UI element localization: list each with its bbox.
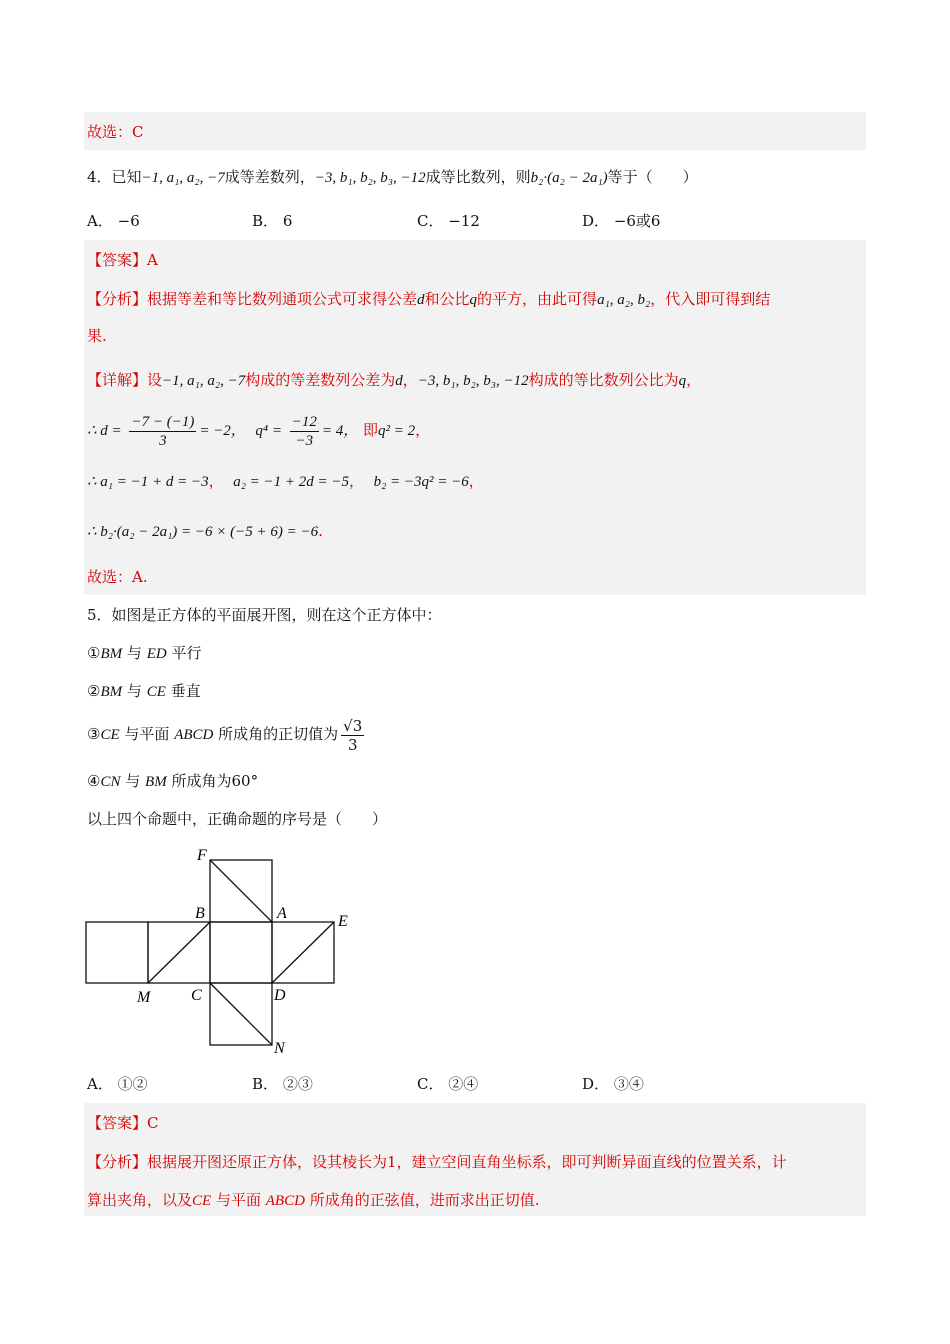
q4-option-a: A． −6 <box>87 212 140 230</box>
net-square-left-1 <box>86 922 148 983</box>
q5-option-d: D． ③④ <box>582 1075 644 1093</box>
q4-analysis-line2: 果. <box>87 327 107 345</box>
label-f: F <box>197 847 207 864</box>
q5-question: 以上四个命题中，正确命题的序号是（ ） <box>87 810 388 828</box>
diagonal-fa <box>210 860 272 922</box>
q4-eq2: ∴ a₁ = −1 + d = −3， a₂ = −1 + 2d = −5， b₂ = −3q² = −6， <box>87 472 484 490</box>
net-square-center <box>210 922 272 983</box>
q4-answer: 【答案】A <box>87 251 158 269</box>
q5-item-4: ④CN 与 BM 所成角为60° <box>87 772 259 790</box>
q4-option-b: B． 6 <box>252 212 293 230</box>
label-m: M <box>137 989 151 1006</box>
q5-option-c: C． ②④ <box>417 1075 479 1093</box>
q5-analysis-line2: 算出夹角，以及CE 与平面 ABCD 所成角的正弦值，进而求出正切值. <box>87 1191 540 1209</box>
q4-seq1: −1, a₁, a₂, −7 <box>141 170 225 186</box>
q4-eq3: ∴ b₂·(a₂ − 2a₁) = −6 × (−5 + 6) = −6. <box>87 522 323 540</box>
label-a: A <box>277 905 287 922</box>
diagonal-de <box>272 922 334 983</box>
diagonal-cn <box>210 983 272 1045</box>
label-e: E <box>338 913 348 930</box>
diagonal-mb <box>148 922 210 983</box>
q4-option-d: D． −6或6 <box>582 212 661 230</box>
q4-detail-line1: 【详解】设−1, a₁, a₂, −7构成的等差数列公差为d，−3, b₁, b₂, b₃, −12构成的等比数列公比为q， <box>87 371 702 389</box>
label-n: N <box>274 1040 285 1057</box>
q5-option-a: A． ①② <box>87 1075 148 1093</box>
q4-analysis-line1: 【分析】根据等差和等比数列通项公式可求得公差d和公比q的平方，由此可得a₁, a₂, b₂，代入即可得到结 <box>87 290 771 308</box>
q5-option-b: B． ②③ <box>252 1075 313 1093</box>
q4-option-c: C． −12 <box>417 212 480 230</box>
label-c: C <box>191 987 202 1004</box>
q5-answer: 【答案】C <box>87 1114 159 1132</box>
q5-stem: 5．如图是正方体的平面展开图，则在这个正方体中： <box>87 606 442 624</box>
q4-conclusion: 故选：A. <box>87 568 148 586</box>
q4-seq2: −3, b₁, b₂, b₃, −12 <box>314 170 426 186</box>
q4-eq1: ∴ d = $\frac{-7 - (-1)}{3}$ = −2， q⁴ = $\frac{-12}{-3}$ = 4， 即q² = 2， <box>87 413 431 449</box>
label-b: B <box>195 905 205 922</box>
prev-conclusion: 故选：C <box>87 123 144 141</box>
q5-item-2: ②BM 与 CE 垂直 <box>87 682 201 700</box>
q5-item-1: ①BM 与 ED 平行 <box>87 644 202 662</box>
label-d: D <box>274 987 286 1004</box>
q5-analysis-line1: 【分析】根据展开图还原正方体，设其棱长为1，建立空间直角坐标系，即可判断异面直线的位置关系，计 <box>87 1153 787 1171</box>
q4-expr: b₂·(a₂ − 2a₁) <box>530 170 608 186</box>
q5-item-3: ③CE 与平面 ABCD 所成角的正切值为 $\frac{√3}{3}$ <box>87 716 363 754</box>
q4-stem: 4．已知−1, a₁, a₂, −7成等差数列，−3, b₁, b₂, b₃, −12成等比数列，则b₂·(a₂ − 2a₁)等于（ ） <box>87 168 698 186</box>
